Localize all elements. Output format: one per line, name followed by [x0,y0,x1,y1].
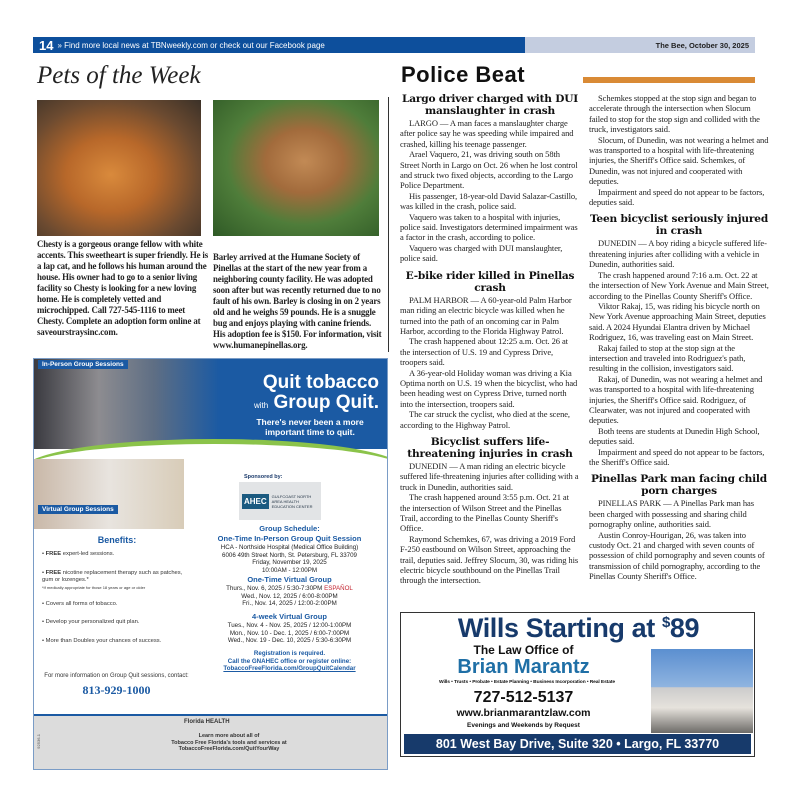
contact-block [44,673,189,697]
benefit-item [42,601,192,609]
benefit-text: expert-led sessions. [61,551,115,557]
headline-line-1: Quit tobacco [262,372,379,393]
article-paragraph: Austin Conroy-Hourigan, 26, was taken into custody Oct. 21 and charged with seven counts of possession of child pornography and seven counts of transmission of child pornography, according to the Pinellas County Sheriff's Office. [589,529,765,582]
article-paragraph: Impairment and speed do not appear to be factors, the Sheriff's Office said. [589,446,765,467]
title-rule [583,77,755,83]
barley-dog-photo [213,100,379,236]
ad-subhead: There's never been a more important time to quit. [256,417,364,437]
law-office-label: The Law Office of [473,643,574,657]
group-quit-ad [33,358,388,770]
page-header-bar [33,37,525,53]
benefit-text: More than Doubles your chances of success. [45,637,162,644]
ahec-logo [239,482,321,520]
chesty-cat-photo [37,100,201,236]
ahec-logo-text: GULFCOAST NORTH AREA HEALTH EDUCATION CENTER [271,493,313,509]
headline-with: with [253,401,269,410]
espanol-tag: ESPAÑOL [322,584,353,592]
office-building-photo [651,649,753,733]
call-note: Call the GNAHEC office or register online: [227,657,352,665]
benefit-item [42,619,192,627]
in-person-title: One-Time In-Person Group Quit Session [217,534,362,543]
four-week-lines [192,622,387,645]
page-number: 14 [39,37,54,53]
article-paragraph: Arael Vaquero, 21, was driving south on 58th Street North in Largo on Oct. 26 when he lost control and struck two fixed objects, according to the Largo Police Department. [400,149,578,191]
pets-section-title: Pets of the Week [37,62,201,89]
contact-phone[interactable]: 813-929-1000 [82,682,151,697]
benefit-bold: FREE [45,551,62,557]
price-symbol: $ [661,614,670,631]
schedule-title: Group Schedule: [259,524,320,533]
schedule-line: 10:00AM - 12:00PM [261,567,318,575]
footer-line-2: Tobacco Free Florida's tools and services at [171,739,287,746]
virtual-session-photo [34,459,184,529]
article-paragraph: PALM HARBOR — A 60-year-old Palm Harbor man riding an electric bicycle was killed when he turned into the path of an oncoming car in Palm Harbor, according to the Florida Highway Patrol. [400,294,572,336]
ad-headline [254,373,379,416]
article-paragraph: Vaquero was charged with DUI manslaughter, police said. [400,242,563,264]
headline-line-2: Group Quit. [273,392,379,413]
schedule-line: HCA - Northside Hospital (Medical Office Building) [220,544,359,551]
benefit-text: Covers all forms of tobacco. [45,600,118,607]
law-website[interactable]: www.brianmarantzlaw.com [456,707,591,719]
ahec-logo-mark: AHEC [242,494,269,509]
article-paragraph: Raymond Schemkes, 67, was driving a 2019 Ford F-250 eastbound on Wilson Street, approaching the trail, deputies said. Jeffrey Slocum, 30, was riding his electric bicycle southbound on the Pinellas Trail through the intersection. [400,533,579,586]
headline-text: Wills Starting at [457,613,662,643]
benefit-item [42,638,192,646]
registration-note: Registration is required. [253,650,326,658]
article-paragraph: His passenger, 18-year-old David Salazar-Castillo, was killed in the crash, police said. [400,190,578,212]
benefit-note: *If medically appropriate for those 18 years or age or older [42,584,146,590]
footer-text [129,733,329,753]
in-person-lines [192,544,387,575]
register-link[interactable]: TobaccoFreeFlorida.com/GroupQuitCalendar [223,665,356,673]
benefits-list [42,535,192,656]
chesty-caption: Chesty is a gorgeous orange fellow with white accents. This sweetheart is super friendly. He is a lap cat, and he follows his human around the house. His owner had to go to a senior living facility so Chesty is looking for a new loving home. He is completely vetted and microchipped. Call 727-545-1116 to meet Chesty. Complete an adoption form online at saveourstraysinc.com. [37,239,209,337]
article-paragraph: The car struck the cyclist, who died at the scene, according to the Highway Patrol. [400,409,570,430]
schedule-line: Thurs., Nov. 6, 2025 / 5:30-7:30PM ESPAÑOL [226,584,353,592]
in-person-tag: In-Person Group Sessions [38,360,128,369]
column-divider [388,97,389,352]
services-list: Wills • Trusts • Probate • Estate Planning • Business Incorporation • Real Estate [439,680,615,685]
article-paragraph: The crash happened around 3:55 p.m. Oct. 21 at the intersection of Wilson Street and the Pinellas Trail, according to the Pinellas County Sheriff's Office. [400,492,569,534]
article-paragraph: Viktor Rakaj, 15, was riding his bicycle north on New York Avenue approaching Main Street, deputies said. A 2024 Hyundai Elantra driven by Michael Rodriguez, 16, was traveling east on Main Street. [589,300,766,343]
law-phone[interactable]: 727-512-5137 [473,689,574,706]
contact-text: For more information on Group Quit sessions, contact: [44,673,189,679]
schedule-line: Mon., Nov. 10 - Dec. 1, 2025 / 6:00-7:00PM [229,629,350,637]
article-paragraph: DUNEDIN — A man riding an electric bicycle suffered life-threatening injuries after colliding with a truck in Dunedin, authorities said. [400,460,579,492]
barley-caption: Barley arrived at the Humane Society of Pinellas at the start of the new year from a neighboring county facility. He was adopted soon after but was recently returned due to no fault of his own. Barley is closing in on 2 years old and he weighs 59 pounds. He is a snuggle bug and enjoys playing with canine friends. His adoption fee is $150. For information, visit www.humanepinellas.org. [213,252,382,350]
benefit-text: Develop your personalized quit plan. [45,619,140,625]
article-headline: Bicyclist suffers life-threatening injuries in crash [407,435,573,460]
benefit-item [42,551,192,559]
article-paragraph: Rakaj failed to stop at the stop sign at the intersection and traveled into Rodriguez's path, resulting in the collision, investigators said. [589,342,746,374]
ad-code: 92536-1 [36,734,41,749]
police-beat-title: Police Beat [401,62,526,87]
schedule-line: Tues., Nov. 4 - Nov. 25, 2025 / 12:00-1:00PM [227,621,352,629]
issue-date: The Bee, October 30, 2025 [525,37,755,53]
in-person-group-photo [34,359,219,449]
benefit-items [42,551,192,645]
virtual-tag: Virtual Group Sessions [38,505,118,514]
schedule-line: 6006 49th Street North, St. Petersburg, FL 33709 [222,551,357,559]
virtual-lines [192,585,387,608]
footer-url[interactable]: TobaccoFreeFlorida.com/QuitYourWay [178,746,280,752]
sponsored-by-label: Sponsored by: [244,474,283,480]
benefit-item [42,570,192,590]
article-paragraph: PINELLAS PARK — A Pinellas Park man has been charged with possessing and sharing child pornography online, authorities said. [589,498,754,530]
header-tagline: » Find more local news at TBNweekly.com or check out our Facebook page [57,40,325,50]
police-beat-column-1 [400,93,580,586]
virtual-title: One-Time Virtual Group [247,574,332,584]
article-headline: Largo driver charged with DUI manslaughter in crash [401,93,579,117]
benefit-text: nicotine replacement therapy such as patches, gum or lozenges.* [42,569,183,583]
attorney-name: Brian Marantz [457,656,590,678]
article-headline: Pinellas Park man facing child porn charges [591,473,767,498]
wills-headline [401,613,755,644]
article-paragraph: Schemkes stopped at the stop sign and began to accelerate through the intersection when Slocum failed to stop for the stop sign and collided with the truck, investigators said. [589,93,760,135]
article-paragraph: Both teens are students at Dunedin High School, deputies said. [589,425,760,447]
article-headline: Teen bicyclist seriously injured in crash [589,213,769,238]
office-address: 801 West Bay Drive, Suite 320 • Largo, FL 33770 [404,734,751,754]
article-paragraph: Vaquero was taken to a hospital with injuries, police said. Investigators determined impairment was a factor in the crash, according to police. [400,211,578,243]
footer-line-1: Learn more about all of [198,733,260,739]
ad-footer [34,714,388,770]
schedule-line: Wed., Nov. 12, 2025 / 6:00-8:00PM [241,592,338,600]
article-headline: E-bike rider killed in Pinellas crash [405,269,575,294]
florida-health-logo: Florida HEALTH [184,719,230,725]
price: 89 [669,613,700,643]
hours-note: Evenings and Weekends by Request [467,722,580,729]
wills-ad [400,612,755,757]
article-paragraph: The crash happened about 12:25 a.m. Oct. 26 at the intersection of U.S. 19 and Cypress Drive, troopers said. [400,336,568,368]
police-beat-column-2 [589,93,769,582]
article-paragraph: Impairment and speed do not appear to be factors, deputies said. [589,186,765,208]
article-paragraph: A 36-year-old Holiday woman was driving a Kia Optima north on U.S. 19 when the bicyclist, who had been heading west on Cypress Drive, turned north into the intersection, troopers said. [400,367,578,409]
schedule-line: Friday, November 19, 2025 [252,559,327,567]
article-paragraph: LARGO — A man faces a manslaughter charge after police say he was speeding while impaired and crashed, killing his teenage passenger. [400,118,574,149]
benefit-bold: FREE [45,569,62,576]
article-paragraph: DUNEDIN — A boy riding a bicycle suffered life-threatening injuries after colliding with a vehicle in Dunedin, authorities said. [589,238,767,270]
benefits-title: Benefits: [97,535,137,545]
group-schedule [192,524,387,673]
article-paragraph: Slocum, of Dunedin, was not wearing a helmet and was transported to a hospital with life-threatening injuries, the Sheriff's Office said. Schemkes, of Dunedin, was not injured and cooperated with deputies. [589,134,769,187]
schedule-line: Wed., Nov. 19 - Dec. 10, 2025 / 5:30-6:30PM [227,637,352,645]
schedule-line: Fri., Nov. 14, 2025 / 12:00-2:00PM [242,600,337,608]
article-paragraph: Rakaj, of Dunedin, was not wearing a helmet and was transported to a hospital with life-threatening injuries, the Sheriff's Office said. Rodriguez, of Clearwater, was not injured and cooperated with deputies. [589,373,763,426]
article-paragraph: The crash happened around 7:16 a.m. Oct. 22 at the intersection of New York Avenue and Main Street, according to the Pinellas County Sheriff's Office. [589,269,769,301]
four-week-title: 4-week Virtual Group [252,611,327,621]
